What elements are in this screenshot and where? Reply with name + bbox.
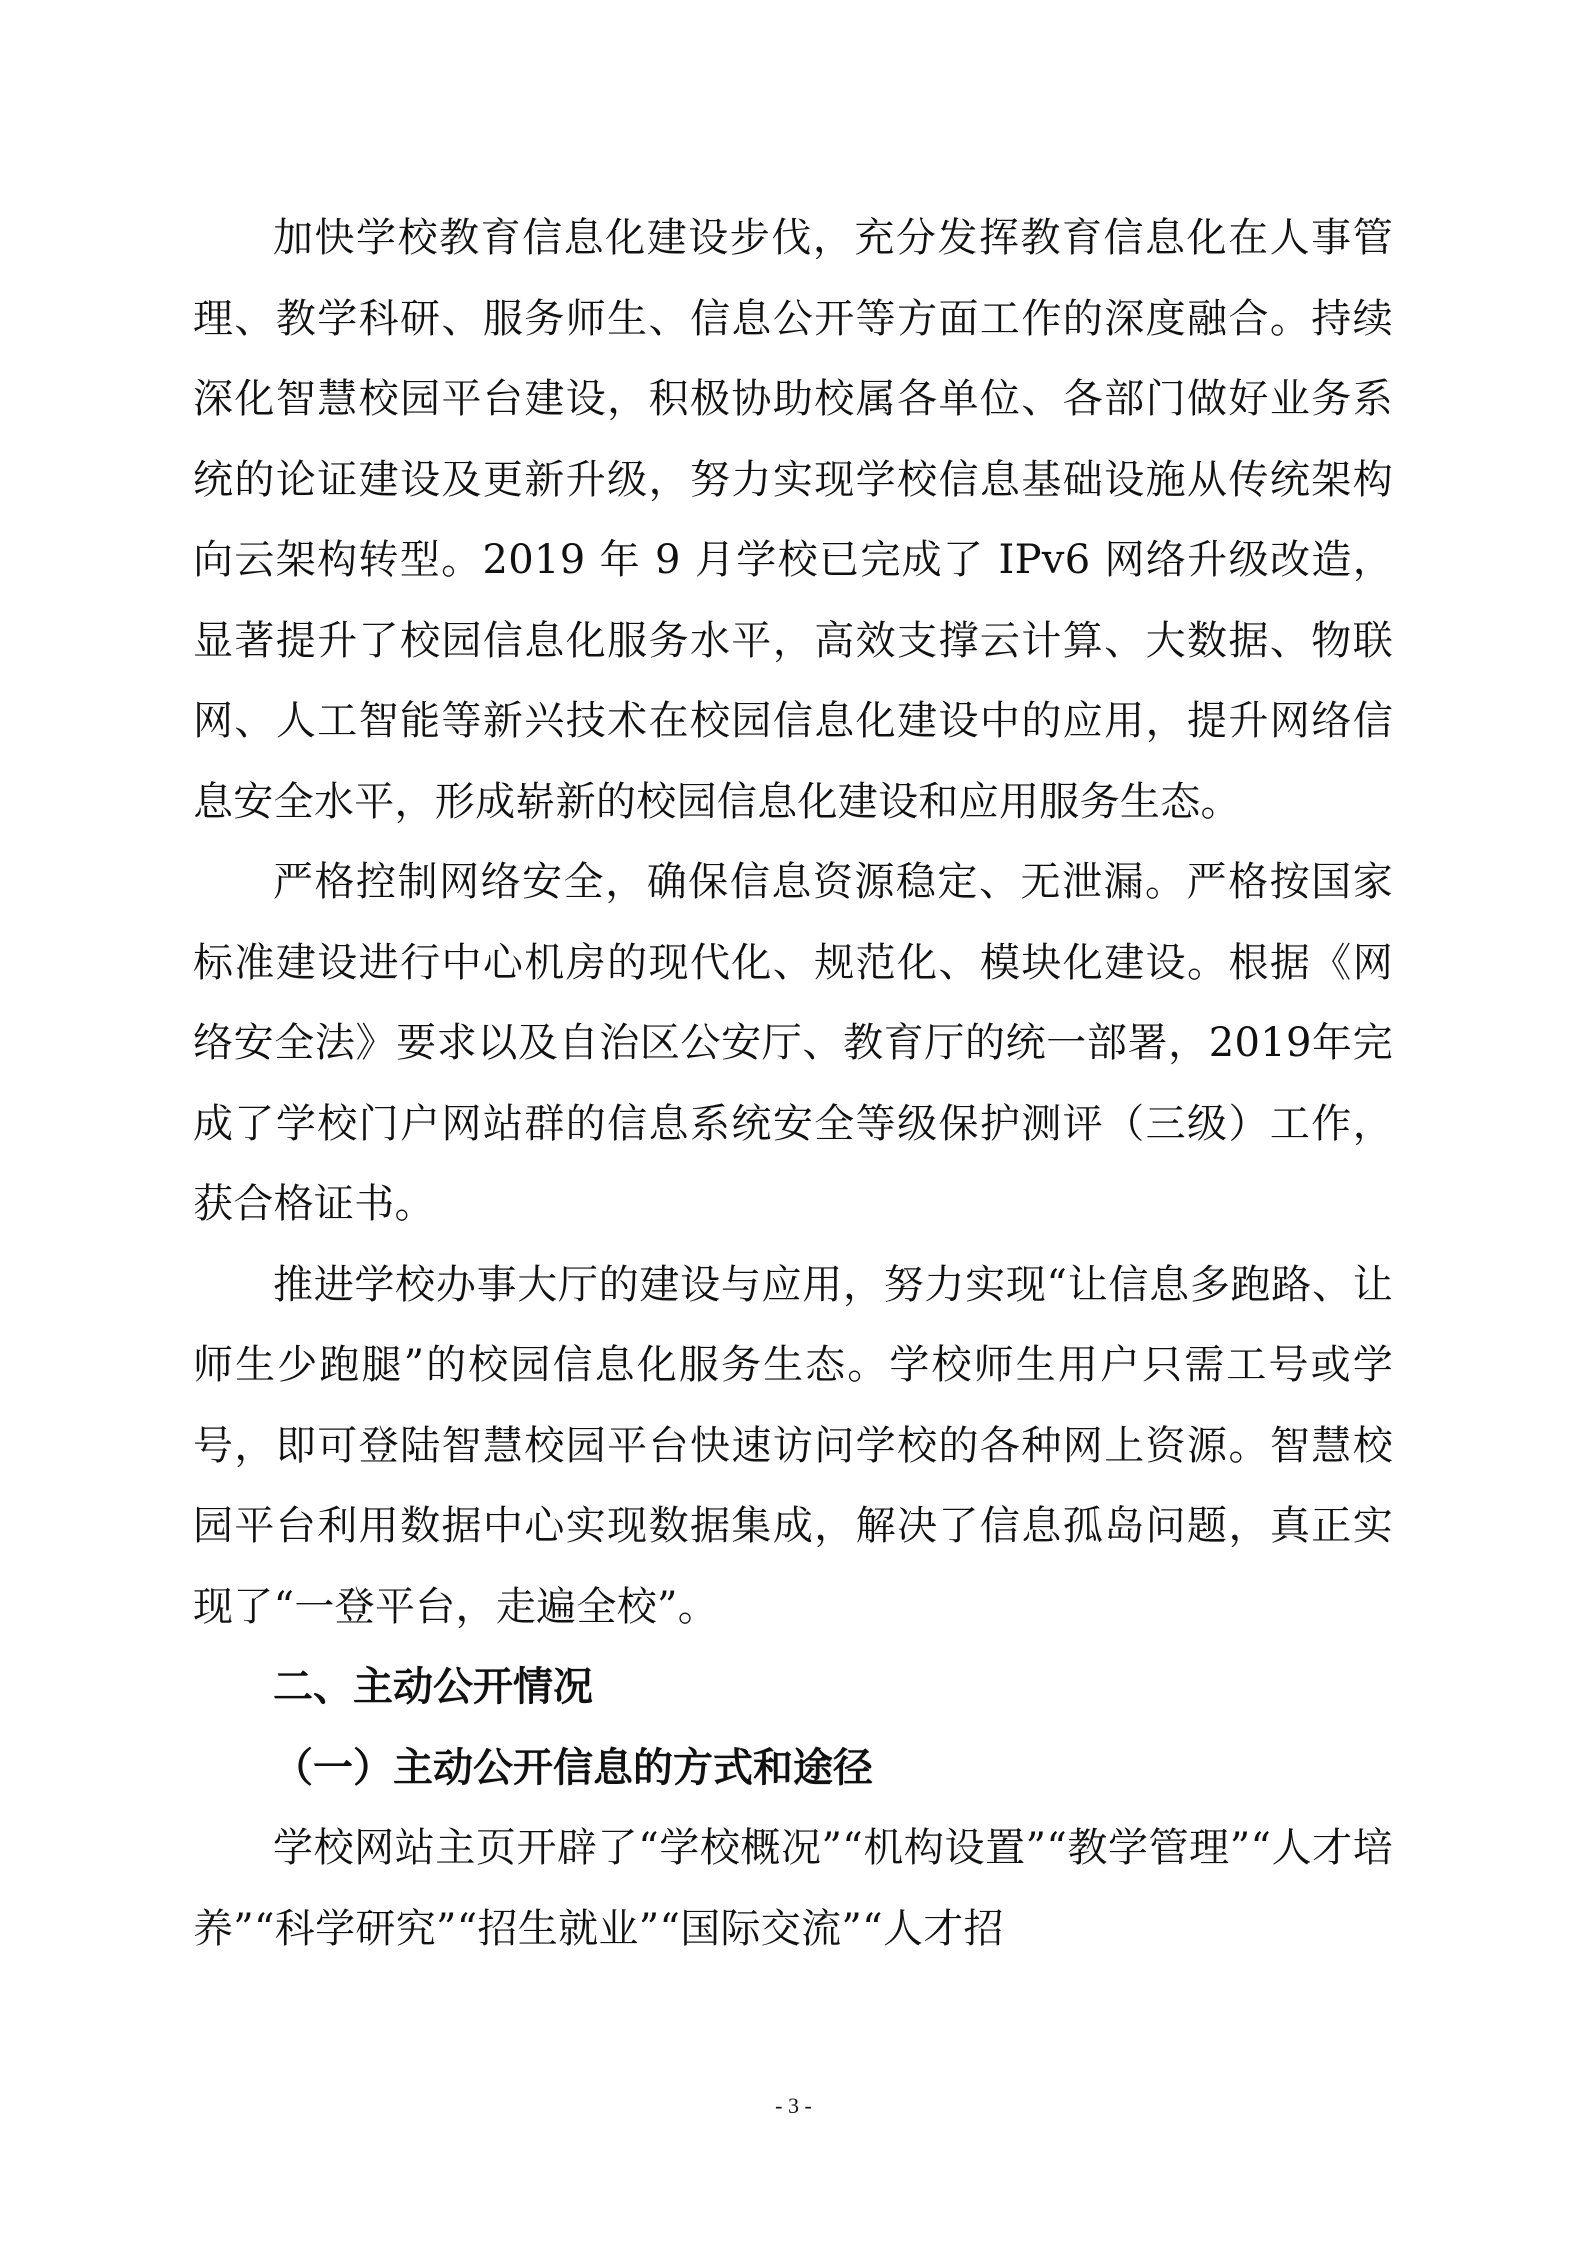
section-heading: 二、主动公开情况 — [273, 1664, 593, 1710]
subsection-heading: （一）主动公开信息的方式和途径 — [273, 1743, 873, 1791]
paragraph-website-columns: 学校网站主页开辟了“学校概况”“机构设置”“教学管理”“人才培养”“科学研究”“招生就业”“国际交流”“人才招 — [193, 1825, 1393, 1952]
page-number: - 3 - — [775, 2093, 812, 2118]
paragraph-network-security: 严格控制网络安全，确保信息资源稳定、无泄漏。严格按国家标准建设进行中心机房的现代化、规范化、模块化建设。根据《网络安全法》要求以及自治区公安厅、教育厅的统一部署，2019年完成了学校门户网站群的信息系统安全等级保护测评（三级）工作，获合格证书。 — [193, 859, 1393, 1227]
paragraph-service-hall: 推进学校办事大厅的建设与应用，努力实现“让信息多跑路、让师生少跑腿”的校园信息化服务生态。学校师生用户只需工号或学号，即可登陆智慧校园平台快速访问学校的各种网上资源。智慧校园平台利用数据中心实现数据集成，解决了信息孤岛问题，真正实现了“一登平台，走遍全校”。 — [193, 1261, 1393, 1630]
paragraph-informatization: 加快学校教育信息化建设步伐，充分发挥教育信息化在人事管理、教学科研、服务师生、信息公开等方面工作的深度融合。持续深化智慧校园平台建设，积极协助校属各单位、各部门做好业务系统的论证建设及更新升级，努力实现学校信息基础设施从传统架构向云架构转型。2019 年 9 月学校已完成了 IPv6 网络升级改造，显著提升了校园信息化服务水平，高效支撑云计算、大数据、物联网、人工智能等新兴技术在校园信息化建设中的应用，提升网络信息安全水平，形成崭新的校园信息化建设和应用服务生态。 — [193, 215, 1393, 825]
document-body — [193, 198, 1393, 1969]
